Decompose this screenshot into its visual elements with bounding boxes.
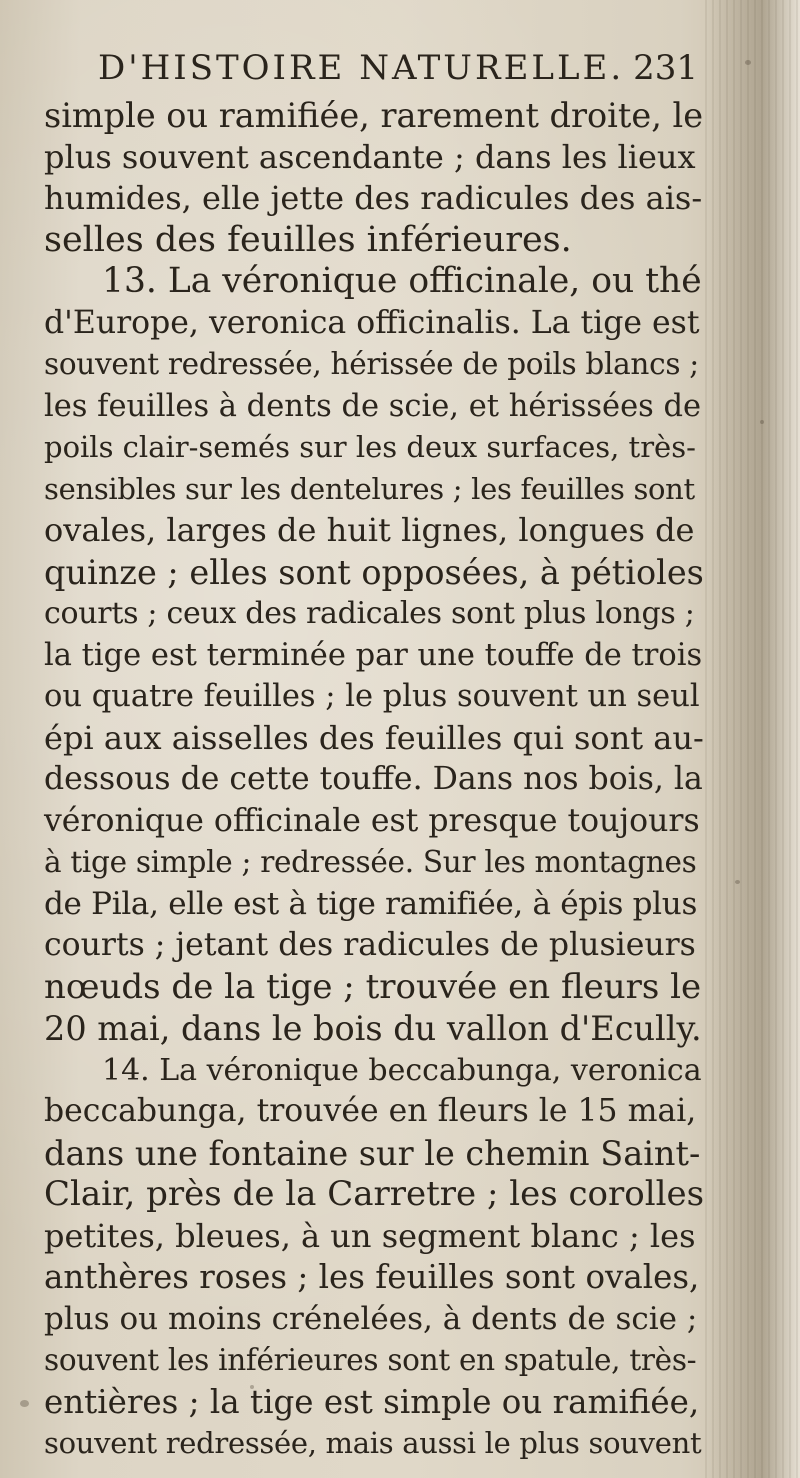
text-line: sensibles sur les dentelures ; les feuilles sont <box>44 471 695 506</box>
text-line: simple ou ramifiée, rarement droite, le <box>44 96 704 135</box>
text-line: selles des feuilles inférieures. <box>44 219 572 260</box>
text-line: plus souvent ascendante ; dans les lieux <box>44 137 696 176</box>
text-line: véronique officinale est presque toujours <box>44 802 700 839</box>
text-line: plus ou moins crénelées, à dents de scie ; <box>44 1300 698 1337</box>
text-line: de Pila, elle est à tige ramifiée, à épis plus <box>44 885 698 922</box>
text-line: souvent redressée, hérissée de poils blancs ; <box>44 347 699 381</box>
text-line: nœuds de la tige ; trouvée en fleurs le <box>44 966 702 1007</box>
text-line: humides, elle jette des radicules des ais- <box>44 179 703 217</box>
text-line: courts ; jetant des radicules de plusieurs <box>44 927 696 963</box>
text-line: épi aux aisselles des feuilles qui sont au- <box>44 718 704 757</box>
text-line: souvent redressée, mais aussi le plus souvent <box>44 1426 702 1460</box>
text-line: beccabunga, trouvée en fleurs le 15 mai, <box>44 1093 697 1129</box>
text-line: ovales, larges de huit lignes, longues de <box>44 511 695 549</box>
running-title: D'HISTOIRE NATURELLE. <box>98 48 625 88</box>
text-line: anthères roses ; les feuilles sont ovales, <box>44 1258 700 1296</box>
speckle <box>760 420 764 424</box>
text-line: 13. La véronique officinale, ou thé <box>102 261 702 301</box>
speckle <box>735 880 740 884</box>
page-gutter <box>705 0 800 1478</box>
speckle <box>745 60 751 65</box>
text-line: les feuilles à dents de scie, et hérissées de <box>44 388 702 424</box>
text-line: poils clair-semés sur les deux surfaces, très- <box>44 430 696 464</box>
text-line: quinze ; elles sont opposées, à pétioles <box>44 552 704 592</box>
page-header <box>88 48 698 96</box>
text-line: la tige est terminée par une touffe de trois <box>44 637 703 673</box>
text-line: entières ; la tige est simple ou ramifiée, <box>44 1382 700 1421</box>
body-text <box>44 95 704 1465</box>
text-line: 20 mai, dans le bois du vallon d'Ecully. <box>44 1009 702 1048</box>
text-line: dessous de cette touffe. Dans nos bois, la <box>44 761 703 797</box>
text-line: d'Europe, veronica officinalis. La tige est <box>44 304 700 341</box>
text-line: dans une fontaine sur le chemin Saint- <box>44 1133 701 1173</box>
text-line: souvent les inférieures sont en spatule, très- <box>44 1343 697 1377</box>
text-line: Clair, près de la Carretre ; les corolles <box>44 1174 705 1214</box>
text-line: 14. La véronique beccabunga, veronica <box>102 1052 702 1088</box>
text-line: petites, bleues, à un segment blanc ; les <box>44 1216 696 1255</box>
text-line: à tige simple ; redressée. Sur les montagnes <box>44 845 697 879</box>
text-line: courts ; ceux des radicales sont plus longs ; <box>44 596 695 631</box>
page-number: 231 <box>633 48 698 88</box>
text-line: ou quatre feuilles ; le plus souvent un seul <box>44 679 700 714</box>
speckle <box>20 1400 29 1407</box>
